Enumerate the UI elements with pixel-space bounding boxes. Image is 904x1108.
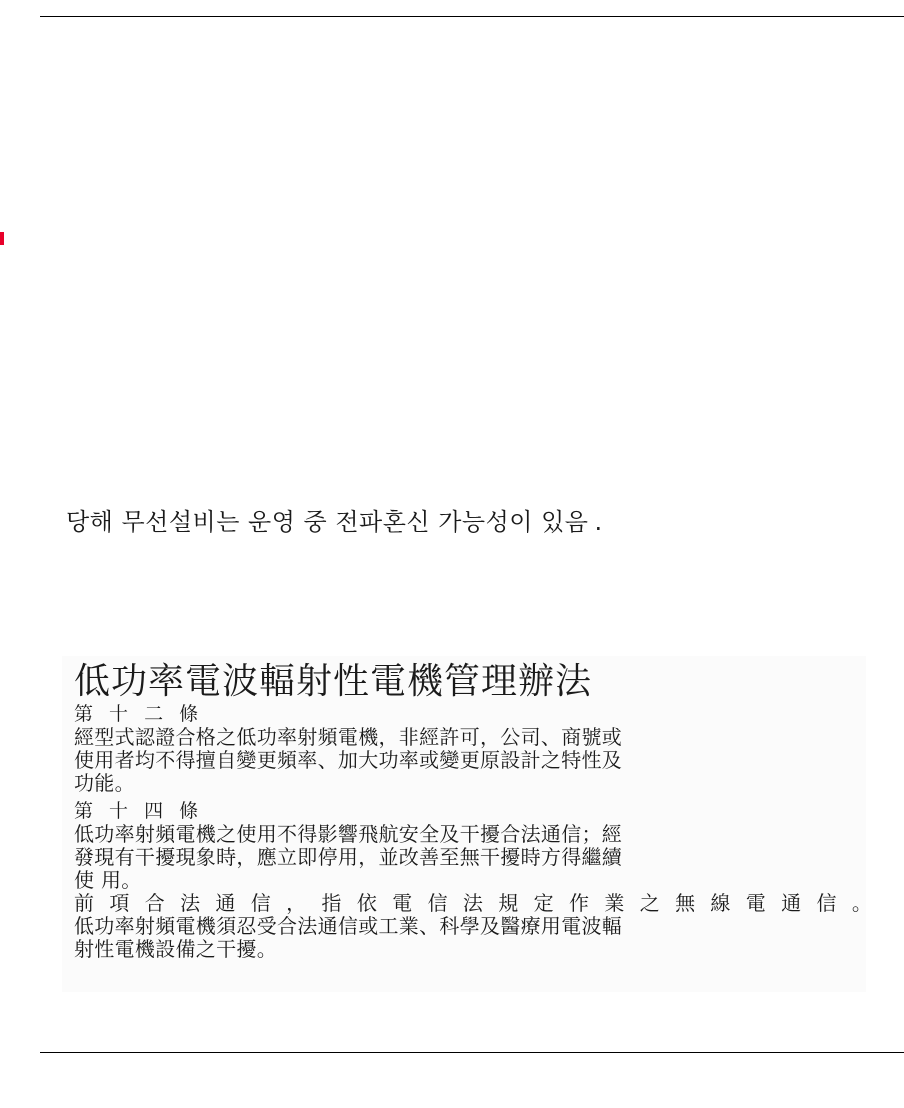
article-14-line: 低功率射頻電機須忍受合法通信或工業、科學及醫療用電波輻 (74, 914, 623, 938)
article-14-line: 射性電機設備之干擾。 (74, 937, 277, 961)
article-12-heading: 第 十 二 條 (74, 703, 204, 725)
change-bar-marker (0, 232, 4, 245)
article-14-line: 前 項 合 法 通 信 ， 指 依 電 信 法 規 定 作 業 之 無 線 電 通 信 。 (74, 891, 877, 915)
article-14-line: 發現有干擾現象時，應立即停用，並改善至無干擾時方得繼續 (74, 845, 623, 869)
article-14-line: 使 用。 (74, 868, 142, 892)
article-12-line: 功能。 (74, 771, 135, 795)
article-12-line: 經型式認證合格之低功率射頻電機，非經許可，公司、商號或 (74, 725, 623, 749)
taiwan-ncc-statement (62, 656, 877, 992)
korean-notice-text: 당해 무선설비는 운영 중 전파혼신 가능성이 있음 (66, 508, 589, 536)
article-14-line: 低功率射頻電機之使用不得影響飛航安全及干擾合法通信；經 (74, 822, 623, 846)
ncc-title: 低功率電波輻射性電機管理辦法 (74, 661, 593, 702)
korean-notice-trailing-mark: . (594, 508, 603, 536)
article-12-line: 使用者均不得擅自變更頻率、加大功率或變更原設計之特性及 (74, 748, 623, 772)
article-14-heading: 第 十 四 條 (74, 800, 204, 822)
header-rule (40, 16, 904, 17)
korean-interference-notice (66, 506, 746, 546)
footer-rule (40, 1052, 904, 1053)
